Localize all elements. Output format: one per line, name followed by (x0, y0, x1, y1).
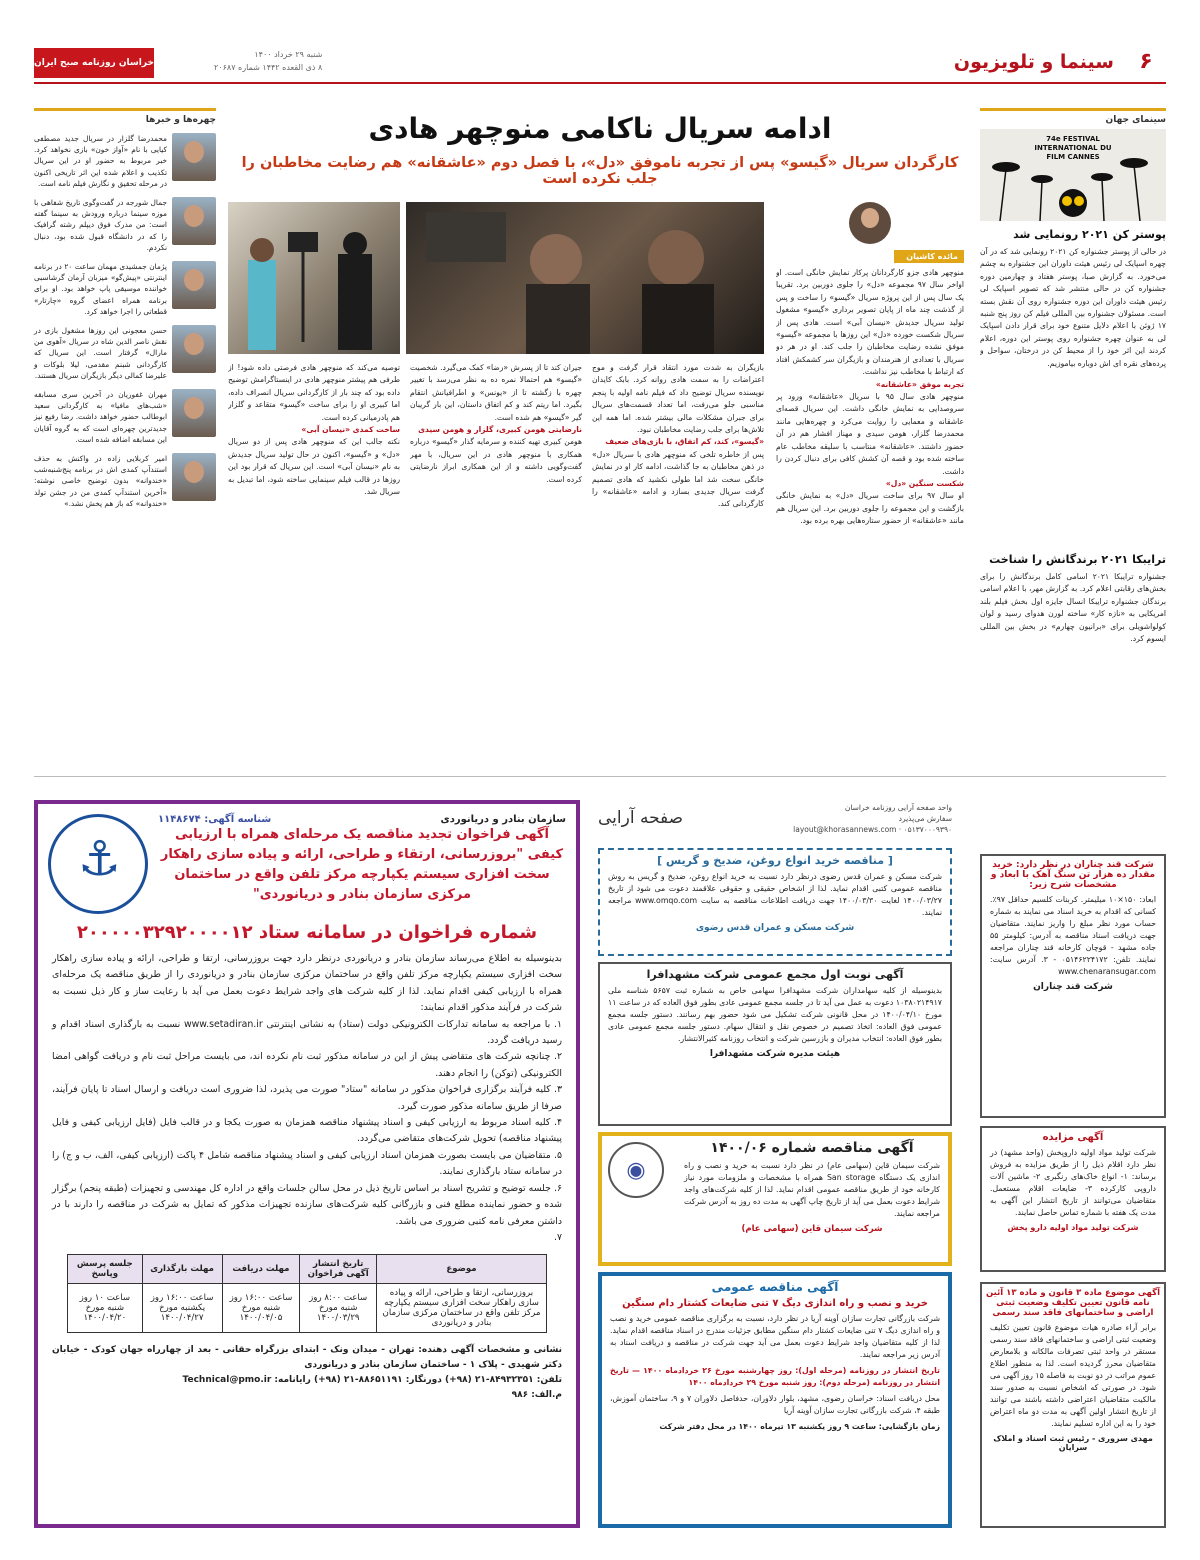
avatar (172, 389, 216, 437)
notice-title: آگهی موضوع ماده ۳ قانون و ماده ۱۳ آئین نامه قانون تعیین تکلیف وضعیت ثبتی اراضی و ساختمانهای فاقد سند رسمی (985, 1288, 1160, 1318)
avatar (172, 197, 216, 245)
ports-item: ۷. (553, 1231, 562, 1243)
face-item (34, 325, 216, 381)
notice-body: برابر آراء صادره هیات موضوع قانون تعیین تکلیف وضعیت ثبتی اراضی و ساختمانهای فاقد سند رسمی مستقر در واحد ثبتی تصرفات مالکانه و بلامعارض متقاضیان محرز گردیده است. لذا به منظور اطلاع عموم مراتب در دو نوبت به فاصله ۱۵ روز آگهی می شود. در صورتی که اشخاص نسبت به صدور سند مالکیت متقاضیان اعتراضی داشته باشند می توانند از تاریخ انتشار اولین آگهی به مدت دو ماه اعتراض خود را به این اداره تسلیم نمایند. (990, 1323, 1156, 1428)
ports-contact: تلفن: ۸۴۹۳۲۳۵۱-۲۱ (۹۸+) دورنگار: ۸۸۶۵۱۱۹۱-۲۱ (۹۸+) رایانامه: Technical@pmo.ir (182, 1375, 562, 1386)
mashhad-title: آگهی نوبت اول مجمع عمومی شرکت مشهدافرا (646, 968, 904, 981)
cement-body: شرکت سیمان قاین (سهامی عام) در نظر دارد نسبت به خرید و نصب و راه اندازی یک دستگاه San storage همراه با مشخصات و ملزومات مورد نیاز کارخانه خود از طریق مناقصه عمومی اقدام نماید. لذا از کلیه شرکت‌های واجد شرایط دعوت بعمل می آید از تاریخ چاپ آگهی به مدت ده روز به آدرس شرکت مراجعه نمایند. (684, 1161, 941, 1218)
page-layout-box (598, 796, 952, 840)
article-col-1 (776, 267, 964, 657)
qand-sign: شرکت قند چناران (1033, 982, 1113, 992)
face-text: پژمان جمشیدی مهمان ساعت ۲۰ در برنامه اینترنتی «پیش‌گو» میزبان آرمان گرشاسبی خواننده موسیقی پاپ خواهد بود. او برای برنامه همراه اعضای گروه «چارتار» قطعاتی را اجرا خواهد کرد. (34, 262, 167, 316)
layout-line-2: سفارش می‌پذیرد (898, 813, 952, 823)
cement-content (676, 1136, 948, 1238)
col3-text: جیران کند تا از پسرش «رضا» کمک می‌گیرد. شخصیت «گیسو» هم احتمالا نمره ده به نظر می‌رسد با تغییر چهره با زگشته تا از «یونس» و اطرافیانش انتقام بگیرد. اما ریتم کند و کم اتفاق داستان، این بار گریبان گیر «گیسو» هم شده است. (410, 363, 582, 422)
ports-item: ۳. کلیه فرآیند برگزاری فراخوان مذکور در سامانه "ستاد" صورت می پذیرد، لذا ضروری است دریافت و ارسال اسناد تا پایان فرآیند، صرفا از طریق سامانه مذکور صورت گیرد. (52, 1084, 562, 1112)
ports-code: شناسه آگهی: ۱۱۴۸۶۷۴ (158, 814, 272, 825)
sub-heading-4: نارضایتی هومن کبیری، گلزار و هومن سیدی (418, 425, 582, 435)
table-cell: ساعت ۱۶:۰۰ روز شنبه مورخ ۱۴۰۰/۰۴/۰۵ (222, 1284, 300, 1333)
registry-notice-ad (980, 1282, 1166, 1528)
camera-crew-icon (228, 202, 400, 354)
sazan-tender-ad (598, 1272, 952, 1528)
tribeca-body: جشنواره ترایبکا ۲۰۲۱ اسامی کامل برندگانش را برای بخش‌های رقابتی اعلام کرد. به گزارش مهر، با اعلام اسامی برندگان جشنواره ترایبکا انسال جایزه اول بخش فیلم بلند امریکایی به «نازه کار» ساخته لورن هدوای رسید و لوان کولواشویلی برای «برانیون چهارم» در بخش بین المللی ایسوم کرد. (980, 572, 1166, 644)
ports-intro: بدینوسیله به اطلاع می‌رساند سازمان بنادر و دریانوردی درنظر دارد جهت بروزرسانی، ارتقا و طراحی، ارائه و پیاده سازی راهکار سخت افزاری سیستم یکپارچه مرکز تلفن واقع در ساختمان مرکزی سازمان بنادر و دریانوردی را از طریق مناقصه یک مرحله‌ای همراه با ارزیابی کیفی اقدام نماید. لذا از کلیه شرکت های واجد شرایط دعوت بعمل می آید با رعایت ساز و کار ذیل نسبت به شرکت در فرآیند مذکور اقدام نمایند: (52, 953, 562, 1014)
masthead-rule (34, 82, 1166, 84)
layout-phone: ۰۵۱۳۷۰۰۰۹۳۹۰ (903, 824, 952, 834)
tribeca-headline: ترایبکا ۲۰۲۱ برندگانش را شناخت (989, 553, 1166, 566)
table-cell: ساعت ۱۶:۰۰ روز یکشنبه مورخ ۱۴۰۰/۰۴/۲۷ (142, 1284, 222, 1333)
behind-scenes-photo (228, 202, 400, 354)
author-box (776, 202, 964, 657)
auction-body: شرکت تولید مواد اولیه داروپخش (واحد مشهد) در نظر دارد اقلام ذیل را از طریق مزایده به فروش برساند: ۱- انواع خاک‌های رنگبری ۲- ماشین آلات داروپی کارکرده ۳- ضایعات اقلام مستعمل. متقاضیان می‌توانند از تاریخ انتشار این آگهی به مدت یک هفته با شماره تماس حاصل نمایند. (990, 1148, 1156, 1217)
faces-tag: چهره‌ها و خبرها (34, 108, 216, 125)
face-text: امیر کربلایی زاده در واکنش به حذف استندآپ کمدی اش در برنامه پنج‌شنبه‌شب «خندوانه» بدون توضیح خاصی نوشته: «آخرین استندآپ کمدی من در جشن تولد «خندوانه» که باز هم پخش نشد.» (34, 454, 167, 508)
sub-heading-3: «گیسو»، کند، کم اتفاق، با بازی‌های ضعیف (605, 437, 764, 447)
sazan-body: شرکت بازرگانی تجارت سازان آوینه آریا در نظر دارد، نسبت به برگزاری مناقصه عمومی خرید و نصب و راه اندازی دیگ ۷ تنی ضایعات کشتار دام سنگین مطابق جزئیات مندرج در اسناد مناقصه اقدام نماید. لذا از کلیه متقاضیان واجد شرایط دعوت بعمل می آید جهت شرکت در مناقصه و دریافت اسناد به آدرس زیر مراجعه نمایند. (610, 1314, 941, 1359)
ports-header (38, 804, 576, 914)
sazan-meeting: زمان بازگشایی: ساعت ۹ روز یکشنبه ۱۳ تیرماه ۱۴۰۰ در محل دفتر شرکت (659, 1422, 940, 1431)
ports-body (38, 951, 576, 1246)
layout-line-1: واحد صفحه آرایی روزنامه خراسان (844, 802, 952, 812)
sub-heading-2: شکست سنگین «دل» (885, 478, 964, 488)
cement-tender-ad (598, 1132, 952, 1266)
cement-logo-icon: ◉ (608, 1142, 664, 1198)
cement-header (602, 1136, 948, 1238)
world-cinema-column (980, 108, 1166, 760)
ports-title: آگهی فراخوان تجدید مناقصه یک مرحله‌ای همراه با ارزیابی کیفی "بروزرسانی، ارتقاء و طراحی، ارائه و پیاده سازی راهکار سخت افزاری سیستم یکپارچه مرکز تلفن واقع در ساختمان مرکزی سازمان بنادر و دریانوردی" (160, 827, 564, 902)
sazan-subtitle: خرید و نصب و راه اندازی دیگ ۷ تنی ضایعات کشتار دام سنگین (622, 1298, 928, 1309)
avatar (172, 133, 216, 181)
avatar (172, 261, 216, 309)
auction-title: آگهی مزایده (1042, 1132, 1104, 1143)
col3b-text: هومن کبیری تهیه کننده و سرمایه گذار «گیسو» درباره همکاری با منوچهر هادی در این سریال، با مهر گفت‌وگویی داشته و از این همکاری ابراز نارضایتی کرده است. (410, 437, 582, 484)
layout-contacts: layout@khorasannews.com · ۰۵۱۳۷۰۰۰۹۳۹۰ (793, 824, 952, 834)
newspaper-logo: خراسان روزنامه صبح ایران (34, 48, 154, 78)
oil-sign: شرکت مسکن و عمران قدس رضوی (695, 923, 855, 933)
oil-body: شرکت مسکن و عمران قدس رضوی درنظر دارد نسبت به خرید انواع روغن، ضدیخ و گریس به روش مناقصه عمومی کتبی اقدام نماید. لذا از اشخاص حقیقی و حقوقی علاقمند دعوت می شود از تاریخ ۱۴۰۰/۰۳/۲۷ لغایت ۱۴۰۰/۰۳/۳۰ جهت دریافت اطلاعات مناقصه به سایت www.omqo.com مراجعه نمایند. (608, 872, 942, 917)
ports-ref: م.الف: ۹۸۶ (511, 1390, 562, 1401)
cement-sign: شرکت سیمان قاین (سهامی عام) (741, 1224, 883, 1234)
ports-schedule-table (67, 1254, 547, 1333)
table-cell: ساعت ۸:۰۰ روز شنبه مورخ ۱۴۰۰/۰۳/۲۹ (300, 1284, 377, 1333)
cannes-poster-image (980, 129, 1166, 221)
date-line-1: شنبه ۲۹ خرداد ۱۴۰۰ (254, 50, 323, 59)
sazan-dates: تاریخ انتشار در روزنامه (مرحله اول): روز چهارشنبه مورخ ۲۶ خردادماه ۱۴۰۰ — تاریخ انتشار در روزنامه (مرحله دوم): روز شنبه مورخ ۲۹ خردادماه ۱۴۰۰ (610, 1366, 940, 1387)
cannes-headline: پوستر کن ۲۰۲۱ رونمایی شد (1013, 228, 1166, 241)
sazan-title: آگهی مناقصه عمومی (711, 1280, 839, 1294)
table-header: موضوع (377, 1255, 547, 1284)
sazan-address: محل دریافت اسناد: خراسان رضوی، مشهد، بلوار دلاوران، حدفاصل دلاوران ۷ و ۹، ساختمان آموزش، طبقه ۴، شرکت بازرگانی تجارت سازان آوینه آریا (610, 1394, 940, 1415)
table-header: مهلت دریافت (222, 1255, 300, 1284)
main-article (228, 108, 972, 768)
ports-org: سازمان بنادر و دریانوردی (440, 814, 566, 825)
face-text: جمال شورجه در گفت‌وگوی تاریخ شفاهی با موزه سینما درباره ورودش به سینما گفته است: من مدرک فوق دیپلم رشته گرافیک را که در دانشگاه قبول شده بود، دنبال نکردم. (34, 198, 167, 252)
mashhad-body: بدینوسیله از کلیه سهامداران شرکت مشهدافرا سهامی خاص به شماره ثبت ۵۶۵۷ شناسه ملی ۱۰۳۸۰۲۱۴۹۱۷ دعوت به عمل می آید تا در جلسه مجمع عمومی عادی بطور فوق العاده که در ساعت ۱۱ مورخ ۱۴۰۰/۰۴/۱۰ در محل قانونی شرکت تشکیل می شود حضور بهم رسانند. دستور جلسه مجمع عمومی فوق العاده: اتخاذ تصمیم در خصوص نقل و انتقال سهام. دستور جلسه مجمع عمومی عادی بطور فوق العاده: انتخاب مدیران و بازرسین شرکت و انتخاب روزنامه کثیرالانتشار. (608, 986, 942, 1043)
oil-title: [ مناقصه خرید انواع روغن، ضدیخ و گریس ] (657, 854, 893, 867)
auction-sign: شرکت تولید مواد اولیه دارو پخش (1007, 1223, 1139, 1232)
ports-item: ۲. چنانچه شرکت های متقاضی پیش از این در سامانه مذکور ثبت نام نکرده اند، می بایست مراحل ثبت نام و دریافت گواهی امضا الکترونیکی (توکن) را انجام دهند. (52, 1051, 562, 1079)
ads-divider (34, 776, 1166, 777)
ports-item: ۵. متقاضیان می بایست بصورت همزمان اسناد ارزیابی کیفی و اسناد پیشنهاد مناقصه شامل ۴ پاکت (ارزیابی کیفی، الف، ب و ج) را در سامانه ستاد بارگذاری نمایند. (52, 1149, 562, 1178)
layout-title: صفحه آرایی (598, 808, 684, 828)
col1-text: منوچهر هادی جزو کارگردانان پرکار نمایش خانگی است. او اواخر سال ۹۷ مجموعه «دل» را جلوی دوربین برد. تقریبا یک سال پس از این پروژه سریال «گیسو» را ساخت و پس از گذشت چند ماه از پایان تصویر برداری «گیسو» مشغول تولید سریال جدیدش «نیسان آبی» است. هادی پس از سریال شکست خورده «دل» این روزها با مجموعه «گیسو» موفق نشده رضایت مخاطبان را جلب کند. او در هر دو سریال با تعدادی از هنرمندان و بازیگران سر کشمکش افتاد که ارتباط با مخاطب نیز نداشت. (776, 268, 964, 377)
face-item (34, 261, 216, 317)
col1b-text: منوچهر هادی سال ۹۵ با سریال «عاشقانه» ورود پر سروصدایی به نمایش خانگی داشت. این سریال قصه‌ای عاشقانه و معمایی را روایت می‌کرد و چهره‌هایی مانند محمدرضا گلزار، هومن سیدی و مهناز افشار هم در آن حضور داشتند. «عاشقانه» منتاسب با سلیقه مخاطب عام ساخته شده بود و قصه آن کشش کافی برای دنبال کردن را داشت. (776, 392, 964, 476)
article-col-2 (592, 362, 764, 762)
article-title: ادامه سریال ناکامی منوچهر هادی (368, 112, 832, 145)
ports-tender-number: شماره فراخوان در سامانه ستاد ۲۰۰۰۰۰۳۲۹۲۰۰۰۰۱۲ (76, 922, 538, 943)
oil-tender-ad (598, 848, 952, 956)
ports-tender-ad (34, 800, 580, 1528)
section-title: سینما و تلویزیون (953, 51, 1114, 73)
face-item (34, 133, 216, 189)
sub-heading-5: ساخت کمدی «نیسان آبی» (301, 425, 400, 435)
col2-text: بازیگران به شدت مورد انتقاد قرار گرفت و موج اعتراضات را به سمت هادی روانه کرد. بابک کایدان نویسنده سریال توضیح داد که فیلم نامه اولیه با پنجم مناسبی جلو می‌رفت، اما تعداد قسمت‌های سریال برای جبران مشکلات مالی بیشتر شده. اما همه این تلاش‌ها برای جلب رضایت مخاطبان نبود. (592, 363, 764, 435)
article-col-3 (410, 362, 582, 762)
cannes-body: در حالی از پوستر جشنواره کن ۲۰۲۱ رونمایی شد که در آن چهره اسپایک لی رئیس هیئت داوران این جشنواره به چشم می‌خورد. به گزارش صبا، پوستر هفتاد و چهارمین دوره جشنواره کن در حالی منتشر شد که تصویر اسپایک لی رئیس هیئت داوران این دوره جشنواره روی آن نقش بسته است. مسئولان جشنواره بین المللی فیلم کن روز پنج شنبه ۱۷ ژوئن با اعلام دلایل متنوع خود برای قرار دادن اسپایک لی به عنوان چهره جشنواره روی پوستر این دوره، اعلام کردند این اثر خود را از محیط کن در درختان، سواحل و پرده‌های نقره ای اش دوباره بیاموزیم. (980, 247, 1166, 368)
table-header: جلسه پرسش وپاسخ (68, 1255, 143, 1284)
table-header: تاریخ انتشار آگهی فراخوان (300, 1255, 377, 1284)
qand-title: شرکت قند چناران در نظر دارد: خرید مقدار ده هزار تن سنگ آهک با ابعاد و مشخصات شرح زیر: (990, 860, 1156, 890)
face-item (34, 453, 216, 509)
article-col-4 (228, 362, 400, 762)
face-item (34, 197, 216, 253)
poster-text: 74e FESTIVAL INTERNATIONAL DU FILM CANNES (1034, 135, 1112, 161)
director-photo (406, 202, 764, 354)
page-number: ۶ (1139, 49, 1153, 74)
table-header-row (68, 1255, 547, 1284)
table-cell: بروزرسانی، ارتقا و طراحی، ارائه و پیاده سازی راهکار سخت افزاری سیستم یکپارچه مرکز تلفن واقع در ساختمان مرکزی سازمان بنادر و دریانوردی (377, 1284, 547, 1333)
auction-ad (980, 1126, 1166, 1272)
ports-org-row (158, 814, 566, 825)
table-row (68, 1284, 547, 1333)
director-portrait-icon (406, 202, 764, 354)
avatar (172, 325, 216, 373)
mashhad-sign: هیئت مدیره شرکت مشهدافرا (709, 1049, 841, 1059)
table-header: مهلت بارگذاری (142, 1255, 222, 1284)
avatar (172, 453, 216, 501)
col4-text: توصیه می‌کند که منوچهر هادی فرصتی داده شود! از طرفی هم پیشتر منوچهر هادی در اینستاگرامش توضیح داده بود که چند بار از کارگردانی سریال انصراف داده، اما کبیری او را برای ساخت «گیسو» متقاعد و گلزار هم پادرمیانی کرده است. (228, 363, 400, 422)
author-name: مائده کاشیان (894, 250, 964, 263)
faces-column (34, 108, 216, 768)
table-cell: ساعت ۱۰ روز شنبه مورخ ۱۴۰۰/۰۴/۲۰ (68, 1284, 143, 1333)
author-avatar (849, 202, 891, 244)
face-text: محمدرضا گلزار در سریال جدید مصطفی کیایی با نام «آواز خون» بازی نخواهد کرد. خبر مربوط به حضور او در این سریال تکذیب و اعلام شده این اثر تاریخی اکنون در مرحله تحقیق و نگارش فیلم نامه است. (34, 134, 167, 188)
ports-title-block (158, 814, 566, 914)
ports-item: ۶. جلسه توضیح و تشریح اسناد بر اساس تاریخ ذیل در محل سالن جلسات واقع در اداره کل مهندسی و تجهیزات (طبقه پنجم) برگزار شده و حضور نماینده مطلع فنی و بازرگانی کلیه شرکت‌های سازنده تجهیزات مذکور که تمایل به شرکت در مناقصه را دارند با در داشتن معرفی نامه کتبی ضروری می باشد. (52, 1182, 562, 1227)
ports-item: ۴. کلیه اسناد مربوط به ارزیابی کیفی و اسناد پیشنهاد مناقصه همزمان به صورت یکجا و در قالب فایل (فایل ارزیابی کیفی و فایل پیشنهاد مناقصه) تحویل شرکت‌های متقاضی می‌گردد. (52, 1117, 562, 1145)
date-line-2: ۸ ذی القعده ۱۴۴۲ شماره ۲۰۶۸۷ (214, 63, 323, 72)
world-cinema-tag: سینمای جهان (980, 108, 1166, 125)
qand-body: ابعاد: ۱۵۰×۱۰ میلیمتر. کربنات کلسیم حداقل ۹۷٪. کسانی که اقدام به خرید اسناد می نمایند به شماره حساب مورد نظر مبلغ را واریز نمایند. متقاضیان جهت دریافت اسناد مناقصه به آدرس: کیلومتر ۵۵ جاده مشهد - قوچان کارخانه قند چناران مراجعه نمایند. تلفن: ۰۵۱۴۶۲۲۴۱۷۲ - ۳. آدرس سایت: www.chenaransugar.com (990, 895, 1156, 976)
sub-heading-1: تجربه موفق «عاشقانه» (875, 379, 964, 389)
notice-sign: مهدی سروری - رئیس ثبت اسناد و املاک سرایان (993, 1434, 1153, 1452)
layout-email[interactable]: layout@khorasannews.com (793, 824, 897, 834)
mashhad-assembly-ad (598, 962, 952, 1126)
date-block (214, 48, 322, 74)
ports-address: نشانی و مشخصات آگهی دهنده: تهران - میدان ونک - ابتدای بزرگراه حقانی - بعد از چهارراه جهان کودک - خیابان دکتر شهیدی - پلاک ۱ - ساختمان سازمان بنادر و دریانوردی (52, 1345, 562, 1371)
layout-contact (793, 802, 952, 835)
article-lead: کارگردان سریال «گیسو» پس از تجربه ناموفق «دل»، با فصل دوم «عاشقانه» هم رضایت مخاطبان را جلب نکرده است (241, 155, 959, 187)
cement-title: آگهی مناقصه شماره ۱۴۰۰/۰۶ (710, 1140, 914, 1156)
col2b-text: پس از خاطره تلخی که منوچهر هادی با سریال «دل» در ذهن مخاطبان به جا گذاشت، ادامه کار او در نمایش خانگی سخت شد اما طولی نکشید که هادی تصمیم گرفت سریال جدیدی بسازد و ادامه «عاشقانه» را کارگردانی کند. (592, 449, 764, 509)
face-item (34, 389, 216, 445)
col4b-text: نکته جالب این که منوچهر هادی پس از دو سریال «دل» و «گیسو»، اکنون در حال تولید سریال جدیدش به نام «نیسان آبی» است. این سریال که قرار بود این روزها در قالب فیلم سینمایی ساخته شود، اما تبدیل به سریال شد. (228, 437, 400, 497)
anchor-logo-icon (48, 814, 148, 914)
sugar-tender-ad (980, 854, 1166, 1118)
face-text: حسن معجونی این روزها مشغول بازی در نقش ناصر الدین شاه در سریال «آهوی من مارال» گرفتار است. این سریال که کارگردانی شبنم مقدمی، لیلا بلوکات و علیرضا کمالی دیگر بازیگران سریال هستند. (34, 326, 167, 380)
masthead (34, 44, 1166, 80)
ports-footer (38, 1343, 576, 1403)
article-columns (228, 362, 764, 762)
col1c-text: او سال ۹۷ برای ساخت سریال «دل» به نمایش خانگی بازگشت و این مجموعه را جلوی دوربین برد. این سریال هم مانند «عاشقانه» از حضور ستاره‌هایی بهره برده بود. (776, 491, 964, 526)
ports-item: ۱. با مراجعه به سامانه تدارکات الکترونیکی دولت (ستاد) به نشانی اینترنتی www.setadiran.ir نسبت به بارگذاری اسناد اقدام و رسید دریافت گردد. (52, 1018, 562, 1047)
face-text: مهران غفوریان در آخرین سری مسابقه «شب‌های مافیا» به کارگردانی سعید ابوطالب حضور خواهد داشت. رضا رفیع نیز جدیدترین چهره‌ای است که به گروه آقایان این مسابقه اضافه شده است. (34, 390, 167, 444)
